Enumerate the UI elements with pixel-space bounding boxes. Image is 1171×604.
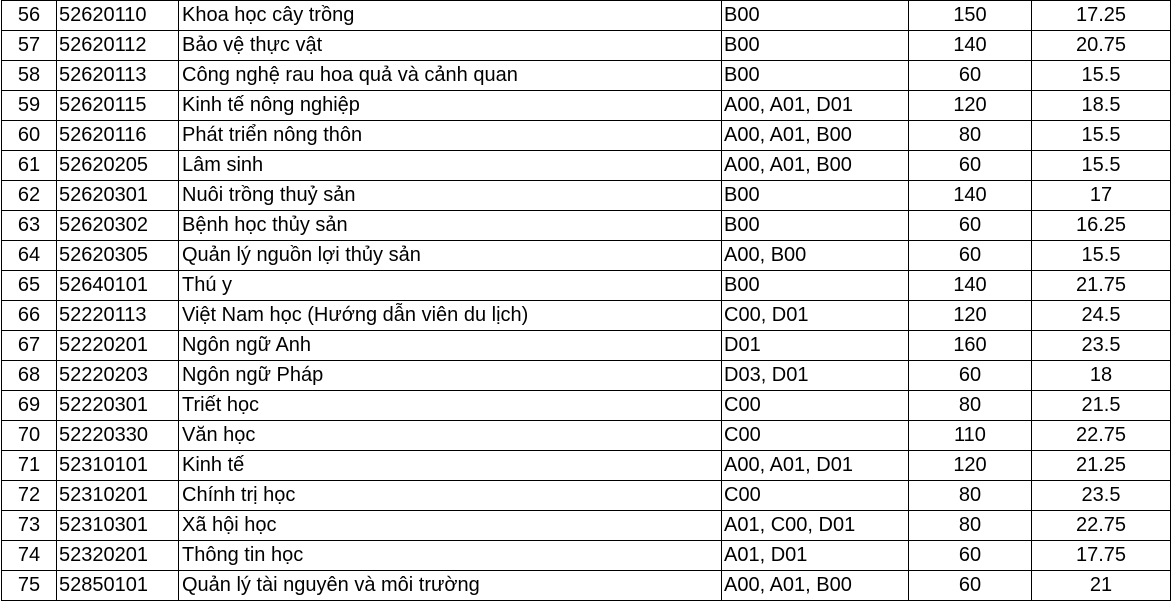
major-code-cell: 52620305 <box>57 241 179 271</box>
major-name-cell: Thông tin học <box>179 541 722 571</box>
quota-cell: 80 <box>909 121 1032 151</box>
cutoff-score-cell: 15.5 <box>1032 151 1171 181</box>
table-row <box>2 541 1171 571</box>
quota-cell: 60 <box>909 61 1032 91</box>
major-code-cell: 52640101 <box>57 271 179 301</box>
major-code-cell: 52220201 <box>57 331 179 361</box>
row-number-cell: 72 <box>2 481 57 511</box>
major-name-cell: Nuôi trồng thuỷ sản <box>179 181 722 211</box>
quota-cell: 60 <box>909 571 1032 601</box>
major-name-cell: Khoa học cây trồng <box>179 1 722 31</box>
cutoff-score-cell: 21.75 <box>1032 271 1171 301</box>
major-code-cell: 52310301 <box>57 511 179 541</box>
row-number-cell: 62 <box>2 181 57 211</box>
subject-groups-cell: B00 <box>722 1 909 31</box>
quota-cell: 120 <box>909 451 1032 481</box>
table-row <box>2 91 1171 121</box>
row-number-cell: 74 <box>2 541 57 571</box>
subject-groups-cell: B00 <box>722 211 909 241</box>
table-row <box>2 331 1171 361</box>
major-code-cell: 52620116 <box>57 121 179 151</box>
quota-cell: 160 <box>909 331 1032 361</box>
row-number-cell: 60 <box>2 121 57 151</box>
subject-groups-cell: A00, A01, D01 <box>722 451 909 481</box>
cutoff-score-cell: 17 <box>1032 181 1171 211</box>
major-name-cell: Văn học <box>179 421 722 451</box>
subject-groups-cell: A00, B00 <box>722 241 909 271</box>
table-body <box>2 1 1171 601</box>
subject-groups-cell: C00 <box>722 481 909 511</box>
table-row <box>2 61 1171 91</box>
major-code-cell: 52320201 <box>57 541 179 571</box>
row-number-cell: 66 <box>2 301 57 331</box>
major-name-cell: Lâm sinh <box>179 151 722 181</box>
subject-groups-cell: D01 <box>722 331 909 361</box>
table-row <box>2 271 1171 301</box>
major-code-cell: 52220203 <box>57 361 179 391</box>
subject-groups-cell: D03, D01 <box>722 361 909 391</box>
major-code-cell: 52620205 <box>57 151 179 181</box>
row-number-cell: 65 <box>2 271 57 301</box>
quota-cell: 110 <box>909 421 1032 451</box>
subject-groups-cell: B00 <box>722 271 909 301</box>
table-row <box>2 31 1171 61</box>
table-row <box>2 571 1171 601</box>
row-number-cell: 67 <box>2 331 57 361</box>
major-name-cell: Công nghệ rau hoa quả và cảnh quan <box>179 61 722 91</box>
quota-cell: 60 <box>909 241 1032 271</box>
cutoff-score-cell: 17.25 <box>1032 1 1171 31</box>
cutoff-score-cell: 21.25 <box>1032 451 1171 481</box>
major-name-cell: Xã hội học <box>179 511 722 541</box>
table-row <box>2 301 1171 331</box>
major-code-cell: 52850101 <box>57 571 179 601</box>
major-code-cell: 52620112 <box>57 31 179 61</box>
major-code-cell: 52310101 <box>57 451 179 481</box>
major-name-cell: Quản lý tài nguyên và môi trường <box>179 571 722 601</box>
quota-cell: 140 <box>909 181 1032 211</box>
table-row <box>2 421 1171 451</box>
cutoff-score-cell: 16.25 <box>1032 211 1171 241</box>
major-name-cell: Phát triển nông thôn <box>179 121 722 151</box>
row-number-cell: 58 <box>2 61 57 91</box>
major-code-cell: 52220301 <box>57 391 179 421</box>
subject-groups-cell: A00, A01, B00 <box>722 151 909 181</box>
table-row <box>2 391 1171 421</box>
major-code-cell: 52620110 <box>57 1 179 31</box>
major-name-cell: Kinh tế <box>179 451 722 481</box>
quota-cell: 60 <box>909 211 1032 241</box>
row-number-cell: 69 <box>2 391 57 421</box>
subject-groups-cell: A01, D01 <box>722 541 909 571</box>
major-name-cell: Việt Nam học (Hướng dẫn viên du lịch) <box>179 301 722 331</box>
subject-groups-cell: C00, D01 <box>722 301 909 331</box>
subject-groups-cell: A01, C00, D01 <box>722 511 909 541</box>
quota-cell: 80 <box>909 391 1032 421</box>
subject-groups-cell: C00 <box>722 421 909 451</box>
row-number-cell: 61 <box>2 151 57 181</box>
table-row <box>2 1 1171 31</box>
row-number-cell: 68 <box>2 361 57 391</box>
major-name-cell: Thú y <box>179 271 722 301</box>
table-row <box>2 361 1171 391</box>
quota-cell: 140 <box>909 271 1032 301</box>
table-row <box>2 511 1171 541</box>
major-name-cell: Ngôn ngữ Anh <box>179 331 722 361</box>
row-number-cell: 59 <box>2 91 57 121</box>
cutoff-score-cell: 24.5 <box>1032 301 1171 331</box>
major-code-cell: 52620301 <box>57 181 179 211</box>
major-name-cell: Quản lý nguồn lợi thủy sản <box>179 241 722 271</box>
subject-groups-cell: A00, A01, D01 <box>722 91 909 121</box>
major-name-cell: Triết học <box>179 391 722 421</box>
major-name-cell: Bệnh học thủy sản <box>179 211 722 241</box>
table-row <box>2 481 1171 511</box>
subject-groups-cell: A00, A01, B00 <box>722 121 909 151</box>
cutoff-score-cell: 15.5 <box>1032 121 1171 151</box>
major-code-cell: 52310201 <box>57 481 179 511</box>
cutoff-score-cell: 17.75 <box>1032 541 1171 571</box>
cutoff-score-cell: 21 <box>1032 571 1171 601</box>
subject-groups-cell: B00 <box>722 61 909 91</box>
subject-groups-cell: B00 <box>722 181 909 211</box>
row-number-cell: 71 <box>2 451 57 481</box>
subject-groups-cell: B00 <box>722 31 909 61</box>
cutoff-score-cell: 22.75 <box>1032 421 1171 451</box>
cutoff-score-cell: 22.75 <box>1032 511 1171 541</box>
table-row <box>2 451 1171 481</box>
quota-cell: 140 <box>909 31 1032 61</box>
quota-cell: 120 <box>909 91 1032 121</box>
table-row <box>2 121 1171 151</box>
major-code-cell: 52620302 <box>57 211 179 241</box>
row-number-cell: 63 <box>2 211 57 241</box>
quota-cell: 60 <box>909 361 1032 391</box>
quota-cell: 150 <box>909 1 1032 31</box>
row-number-cell: 57 <box>2 31 57 61</box>
cutoff-score-cell: 20.75 <box>1032 31 1171 61</box>
cutoff-score-cell: 15.5 <box>1032 241 1171 271</box>
table-row <box>2 241 1171 271</box>
cutoff-score-cell: 21.5 <box>1032 391 1171 421</box>
row-number-cell: 64 <box>2 241 57 271</box>
row-number-cell: 56 <box>2 1 57 31</box>
major-code-cell: 52220330 <box>57 421 179 451</box>
row-number-cell: 73 <box>2 511 57 541</box>
major-name-cell: Kinh tế nông nghiệp <box>179 91 722 121</box>
row-number-cell: 70 <box>2 421 57 451</box>
table-row <box>2 211 1171 241</box>
quota-cell: 80 <box>909 511 1032 541</box>
table-row <box>2 151 1171 181</box>
cutoff-score-cell: 18.5 <box>1032 91 1171 121</box>
subject-groups-cell: A00, A01, B00 <box>722 571 909 601</box>
quota-cell: 60 <box>909 151 1032 181</box>
cutoff-score-cell: 18 <box>1032 361 1171 391</box>
major-name-cell: Ngôn ngữ Pháp <box>179 361 722 391</box>
major-code-cell: 52620113 <box>57 61 179 91</box>
admission-score-table <box>1 0 1171 601</box>
quota-cell: 120 <box>909 301 1032 331</box>
quota-cell: 80 <box>909 481 1032 511</box>
quota-cell: 60 <box>909 541 1032 571</box>
row-number-cell: 75 <box>2 571 57 601</box>
major-code-cell: 52620115 <box>57 91 179 121</box>
cutoff-score-cell: 23.5 <box>1032 331 1171 361</box>
cutoff-score-cell: 15.5 <box>1032 61 1171 91</box>
cutoff-score-cell: 23.5 <box>1032 481 1171 511</box>
table-row <box>2 181 1171 211</box>
subject-groups-cell: C00 <box>722 391 909 421</box>
major-name-cell: Chính trị học <box>179 481 722 511</box>
major-code-cell: 52220113 <box>57 301 179 331</box>
major-name-cell: Bảo vệ thực vật <box>179 31 722 61</box>
